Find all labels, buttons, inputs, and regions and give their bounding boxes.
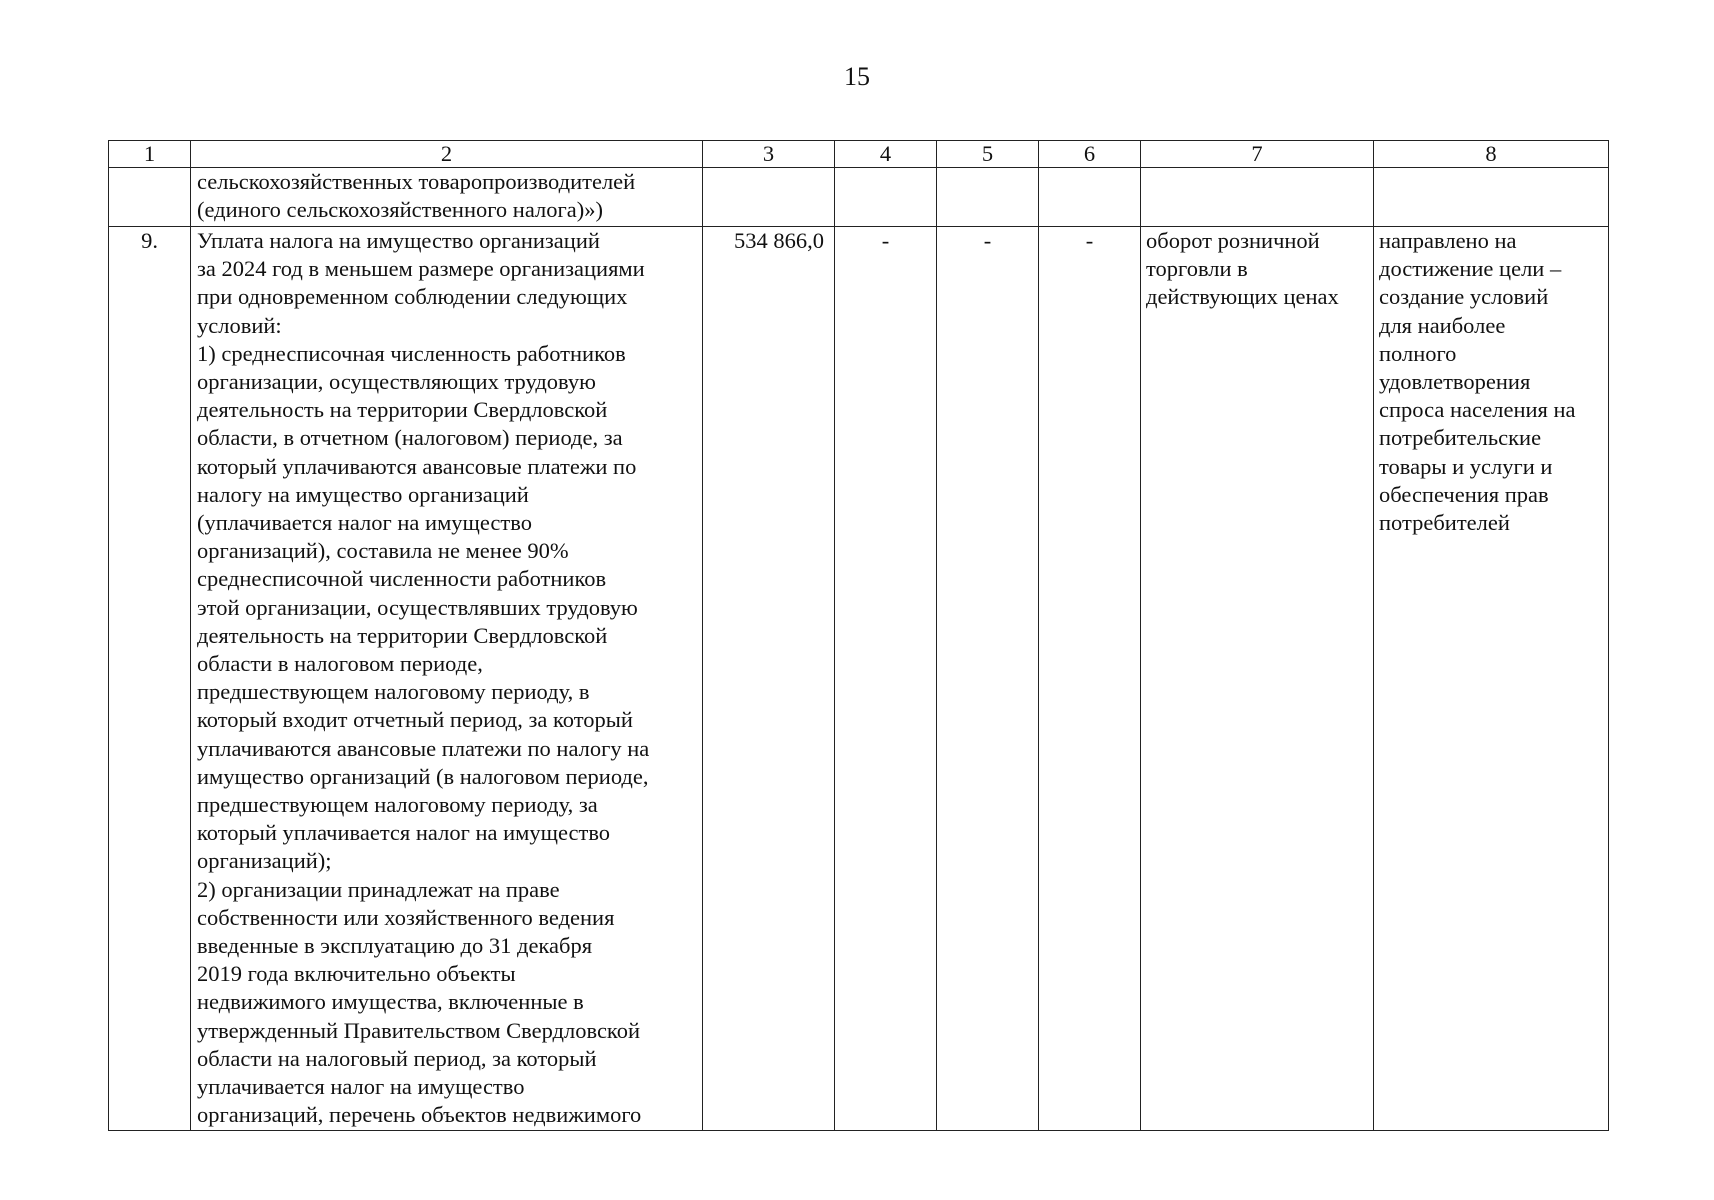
- row-number: 9.: [109, 227, 191, 1131]
- header-cell-5: 5: [937, 141, 1039, 168]
- continuation-cell-1: [109, 168, 191, 227]
- header-cell-2: 2: [191, 141, 703, 168]
- header-cell-7: 7: [1141, 141, 1374, 168]
- row-amount: 534 866,0: [703, 227, 835, 1131]
- header-cell-1: 1: [109, 141, 191, 168]
- continuation-cell-5: [937, 168, 1039, 227]
- continuation-cell-4: [835, 168, 937, 227]
- header-cell-6: 6: [1039, 141, 1141, 168]
- continuation-text: сельскохозяйственных товаропроизводителей (единого сельскохозяйственного налога)»): [191, 168, 703, 227]
- row-goal: направлено на достижение цели – создание условий для наиболее полного удовлетворения спроса населения на потребительские товары и услуги и обеспечения прав потребителей: [1374, 227, 1609, 1131]
- table-row-9: [109, 227, 1609, 1131]
- header-cell-4: 4: [835, 141, 937, 168]
- continuation-cell-6: [1039, 168, 1141, 227]
- continuation-row: [109, 168, 1609, 227]
- header-cell-8: 8: [1374, 141, 1609, 168]
- page-number: 15: [844, 62, 870, 91]
- row-indicator: оборот розничной торговли в действующих ценах: [1141, 227, 1374, 1131]
- row-col6-value: -: [1039, 227, 1141, 1131]
- row-description: Уплата налога на имущество организаций за 2024 год в меньшем размере организациями при одновременном соблюдении следующих условий: 1) среднесписочная численность работников организации, осуществляющих трудовую деятельность на территории Свердловской области, в отчетном (налоговом) периоде, за который уплачиваются авансовые платежи по налогу на имущество организаций (уплачивается налог на имущество организаций), составила не менее 90% среднесписочной численности работников этой организации, осуществлявших трудовую деятельность на территории Свердловской области в налоговом периоде, предшествующем налоговому периоду, в который входит отчетный период, за который уплачиваются авансовые платежи по налогу на имущество организаций (в налоговом периоде, предшествующем налоговому периоду, за который уплачивается налог на имущество организаций); 2) организации принадлежат на праве собственности или хозяйственного ведения введенные в эксплуатацию до 31 декабря 2019 года включительно объекты недвижимого имущества, включенные в утвержденный Правительством Свердловской области на налоговый период, за который уплачивается налог на имущество организаций, перечень объектов недвижимого: [191, 227, 703, 1131]
- column-number-header-row: [109, 141, 1609, 168]
- continuation-cell-8: [1374, 168, 1609, 227]
- continuation-cell-7: [1141, 168, 1374, 227]
- main-table: [108, 140, 1609, 1131]
- continuation-cell-3: [703, 168, 835, 227]
- header-cell-3: 3: [703, 141, 835, 168]
- row-col5-value: -: [937, 227, 1039, 1131]
- row-col4-value: -: [835, 227, 937, 1131]
